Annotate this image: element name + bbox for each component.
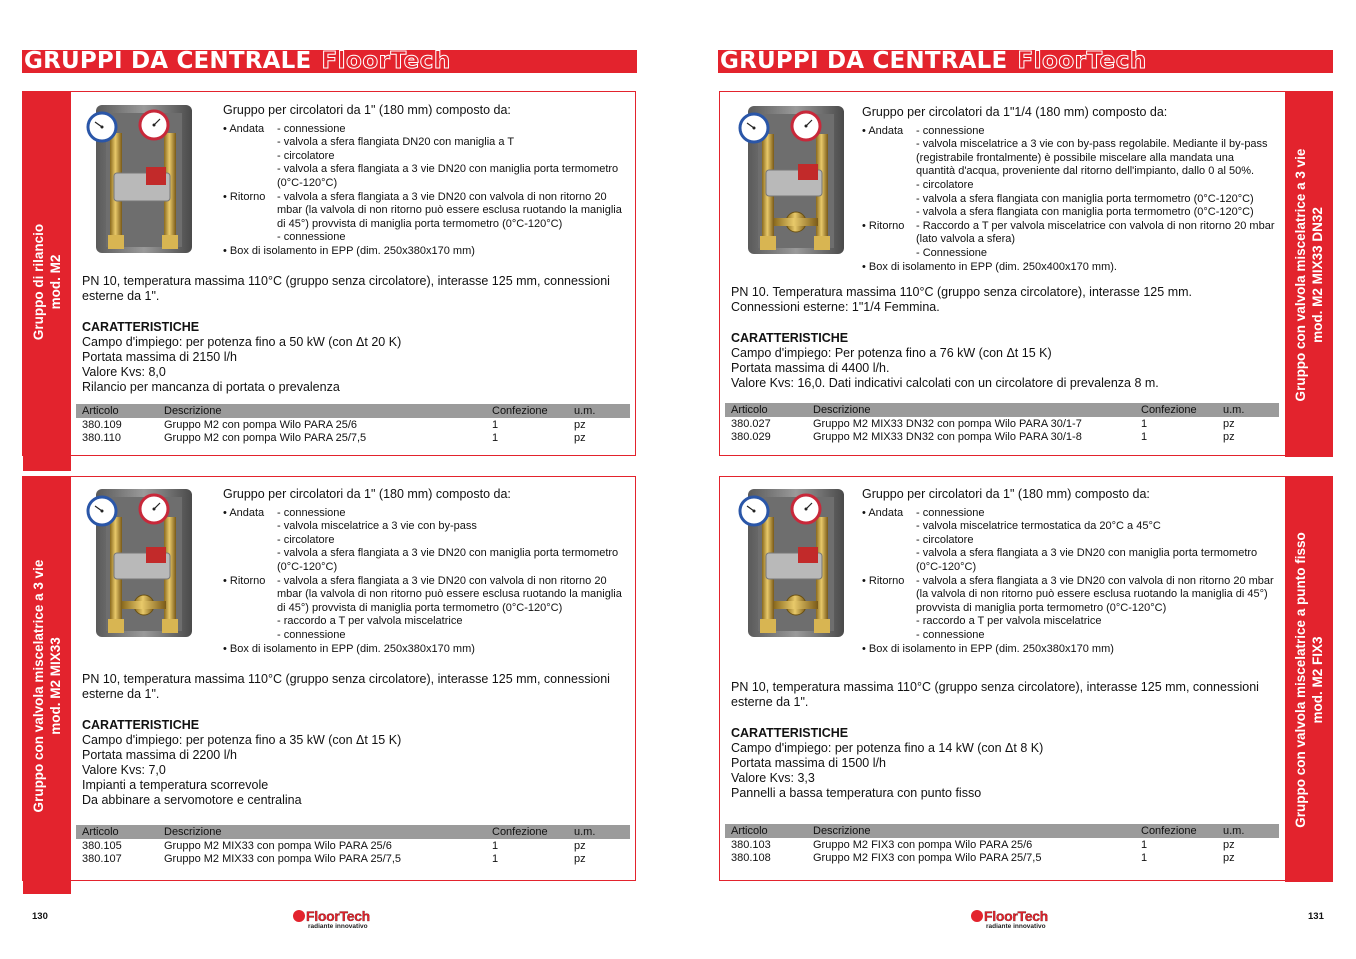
pn-text: PN 10. Temperatura massima 110°C (gruppo senza circolatore), interasse 125 mm. Connessioni esterne: 1"1/4 Femmina. [731, 285, 1192, 314]
cell-um: pz [574, 419, 586, 431]
product-specs [82, 274, 630, 395]
product-specs [731, 285, 1279, 391]
col-confezione: Confezione [1141, 404, 1197, 416]
andata-label: • Andata [862, 507, 916, 575]
cell-qty: 1 [1141, 418, 1148, 430]
table-row [76, 852, 630, 865]
cell-desc: Gruppo M2 MIX33 con pompa Wilo PARA 25/6 [164, 840, 392, 852]
cell-desc: Gruppo M2 MIX33 DN32 con pompa Wilo PARA 30/1-8 [813, 431, 1082, 443]
col-confezione: Confezione [1141, 825, 1197, 837]
col-um: u.m. [1223, 825, 1245, 837]
product-image [84, 487, 202, 639]
andata-item: - valvola a sfera flangiata DN20 con maniglia a T [277, 136, 515, 149]
characteristics-title: CARATTERISTICHE [731, 726, 849, 740]
table-row [725, 851, 1279, 864]
cell-um: pz [574, 853, 586, 865]
andata-item: - valvola miscelatrice a 3 vie con by-pass [277, 520, 477, 533]
characteristic: Impianti a temperatura scorrevole [82, 778, 269, 792]
product-image [736, 487, 854, 639]
cell-qty: 1 [492, 853, 499, 865]
table-row [76, 418, 630, 431]
description-heading: Gruppo per circolatori da 1" (180 mm) composto da: [862, 487, 1150, 501]
characteristics-title: CARATTERISTICHE [82, 718, 200, 732]
product-side-title [23, 477, 71, 894]
characteristic: Valore Kvs: 16,0. Dati indicativi calcolati con un circolatore di prevalenza 8 m. [731, 376, 1159, 390]
header-title: GRUPPI DA CENTRALE [24, 48, 312, 74]
cell-qty: 1 [1141, 852, 1148, 864]
cell-code: 380.107 [82, 853, 122, 865]
ritorno-item: - connessione [916, 628, 985, 641]
side-title-model: mod. M2 MIX33 [48, 636, 63, 735]
logo-name: FloorTech [984, 908, 1048, 924]
andata-item: - connessione [277, 506, 346, 519]
col-descrizione: Descrizione [164, 826, 222, 838]
characteristic: Portata massima di 2200 l/h [82, 748, 237, 762]
characteristic: Campo d'impiego: Per potenza fino a 76 kW (con Δt 15 K) [731, 346, 1052, 360]
andata-item: - connessione [277, 122, 346, 135]
product-description [862, 488, 1276, 656]
header-banner [718, 50, 1333, 73]
ritorno-item: - Raccordo a T per valvola miscelatrice con valvola di non ritorno 20 mbar (lato valvola a sfera) [916, 219, 1275, 246]
andata-item: - valvola miscelatrice termostatica da 20°C a 45°C [916, 520, 1161, 533]
cell-code: 380.027 [731, 418, 771, 430]
characteristics-title: CARATTERISTICHE [731, 331, 849, 345]
header-banner [22, 50, 637, 73]
col-articolo: Articolo [82, 826, 119, 838]
cell-desc: Gruppo M2 FIX3 con pompa Wilo PARA 25/6 [813, 839, 1033, 851]
cell-qty: 1 [1141, 431, 1148, 443]
cell-qty: 1 [492, 419, 499, 431]
cell-desc: Gruppo M2 con pompa Wilo PARA 25/6 [164, 419, 358, 431]
side-title-model: mod. M2 MIX33 DN32 [1310, 206, 1325, 343]
cell-desc: Gruppo M2 con pompa Wilo PARA 25/7,5 [164, 432, 367, 444]
andata-item: - valvola a sfera flangiata con maniglia porta termometro (0°C-120°C) [916, 206, 1254, 219]
side-title-model: mod. M2 [48, 254, 63, 309]
col-descrizione: Descrizione [164, 405, 222, 417]
col-confezione: Confezione [492, 405, 548, 417]
table-row [725, 417, 1279, 430]
characteristic: Rilancio per mancanza di portata o prevalenza [82, 380, 340, 394]
andata-item: - valvola a sfera flangiata a 3 vie DN20 con maniglia porta termometro (0°C-120°C) [277, 547, 619, 573]
ritorno-item: - connessione [277, 628, 346, 641]
andata-item: - circolatore [916, 178, 974, 191]
table-row [725, 838, 1279, 851]
cell-desc: Gruppo M2 MIX33 con pompa Wilo PARA 25/7,5 [164, 853, 402, 865]
header-title: GRUPPI DA CENTRALE [720, 48, 1008, 74]
logo-ball-icon [293, 910, 305, 922]
product-side-title [1285, 92, 1333, 457]
table-header [725, 824, 1279, 838]
characteristic: Campo d'impiego: per potenza fino a 50 kW (con Δt 20 K) [82, 335, 402, 349]
andata-item: - circolatore [277, 533, 335, 546]
characteristics-title: CARATTERISTICHE [82, 320, 200, 334]
characteristic: Portata massima di 1500 l/h [731, 756, 886, 770]
table-row [725, 430, 1279, 443]
product-specs [731, 680, 1279, 801]
description-heading: Gruppo per circolatori da 1" (180 mm) composto da: [223, 103, 511, 117]
characteristic: Da abbinare a servomotore e centralina [82, 793, 302, 807]
andata-item: - valvola a sfera flangiata a 3 vie DN20 con maniglia porta termometro (0°C-120°C) [277, 163, 619, 189]
ritorno-label: • Ritorno [862, 220, 916, 261]
cell-um: pz [574, 840, 586, 852]
ritorno-item: - valvola a sfera flangiata a 3 vie DN20 con valvola di non ritorno 20 mbar (la valvola di non ritorno può essere esclusa ruotando la maniglia di 45°) provvista di maniglia porta termometro (0°C-120°C) [277, 190, 622, 230]
cell-qty: 1 [492, 432, 499, 444]
col-descrizione: Descrizione [813, 825, 871, 837]
andata-label: • Andata [223, 123, 277, 191]
cell-um: pz [1223, 839, 1235, 851]
characteristic: Pannelli a bassa temperatura con punto fisso [731, 786, 982, 800]
side-title-line: Gruppo di rilancio [31, 223, 46, 340]
ritorno-item: - valvola a sfera flangiata a 3 vie DN20 con valvola di non ritorno 20 mbar (la valvola di non ritorno può essere esclusa ruotando la maniglia di 45°) provvista di maniglia porta termometro (0°C-120°C) [277, 574, 622, 614]
footer-logo [293, 908, 385, 932]
col-um: u.m. [574, 826, 596, 838]
ritorno-item: - valvola a sfera flangiata a 3 vie DN20 con valvola di non ritorno 20 mbar (la valvola di non ritorno può essere esclusa ruotando la maniglia di 45°) provvista di maniglia porta termometro (0°C-120°C) [916, 574, 1274, 614]
footer-logo [971, 908, 1063, 932]
characteristic: Valore Kvs: 3,3 [731, 771, 815, 785]
header-brand: FloorTech [1017, 48, 1147, 74]
product-description [862, 106, 1276, 274]
andata-item: - connessione [916, 506, 985, 519]
side-title-model: mod. M2 FIX3 [1310, 635, 1325, 724]
characteristic: Valore Kvs: 8,0 [82, 365, 166, 379]
table-header [725, 403, 1279, 417]
product-image [736, 104, 854, 256]
product-specs [82, 672, 630, 808]
cell-um: pz [1223, 418, 1235, 430]
box-info: • Box di isolamento in EPP (dim. 250x380x170 mm) [862, 643, 1276, 657]
cell-qty: 1 [1141, 839, 1148, 851]
cell-code: 380.103 [731, 839, 771, 851]
col-descrizione: Descrizione [813, 404, 871, 416]
col-um: u.m. [1223, 404, 1245, 416]
logo-tagline: radiante innovativo [986, 923, 1046, 930]
cell-code: 380.109 [82, 419, 122, 431]
logo-name: FloorTech [306, 908, 370, 924]
page-number: 131 [1308, 911, 1324, 922]
side-title-line: Gruppo con valvola miscelatrice a punto fisso [1293, 531, 1308, 828]
andata-item: - circolatore [277, 149, 335, 162]
table-row [76, 839, 630, 852]
col-confezione: Confezione [492, 826, 548, 838]
cell-um: pz [1223, 431, 1235, 443]
header-brand: FloorTech [321, 48, 451, 74]
page-right [678, 0, 1356, 959]
cell-code: 380.029 [731, 431, 771, 443]
product-description [223, 488, 627, 656]
product-image [84, 103, 202, 255]
characteristic: Portata massima di 4400 l/h. [731, 361, 890, 375]
product-side-title [23, 92, 71, 471]
cell-desc: Gruppo M2 MIX33 DN32 con pompa Wilo PARA 30/1-7 [813, 418, 1082, 430]
characteristic: Valore Kvs: 7,0 [82, 763, 166, 777]
cell-um: pz [574, 432, 586, 444]
article-table [76, 825, 630, 865]
table-header [76, 404, 630, 418]
pn-text: PN 10, temperatura massima 110°C (gruppo senza circolatore), interasse 125 mm, connessioni esterne da 1". [731, 680, 1259, 709]
box-info: • Box di isolamento in EPP (dim. 250x380x170 mm) [223, 245, 627, 259]
andata-item: - valvola a sfera flangiata con maniglia porta termometro (0°C-120°C) [916, 192, 1254, 205]
product-side-title [1285, 477, 1333, 882]
ritorno-item: - raccordo a T per valvola miscelatrice [277, 615, 463, 628]
side-title-line: Gruppo con valvola miscelatrice a 3 vie [1293, 148, 1308, 401]
box-info: • Box di isolamento in EPP (dim. 250x400x170 mm). [862, 261, 1276, 275]
ritorno-item: - connessione [277, 231, 346, 244]
ritorno-label: • Ritorno [223, 191, 277, 245]
andata-label: • Andata [223, 507, 277, 575]
ritorno-item: - Connessione [916, 246, 987, 259]
pn-text: PN 10, temperatura massima 110°C (gruppo senza circolatore), interasse 125 mm, connessioni esterne da 1". [82, 672, 610, 701]
product-description [223, 104, 627, 259]
ritorno-item: - raccordo a T per valvola miscelatrice [916, 615, 1102, 628]
characteristic: Campo d'impiego: per potenza fino a 14 kW (con Δt 8 K) [731, 741, 1044, 755]
logo-ball-icon [971, 910, 983, 922]
article-table [76, 404, 630, 444]
ritorno-label: • Ritorno [223, 575, 277, 643]
characteristic: Portata massima di 2150 l/h [82, 350, 237, 364]
cell-desc: Gruppo M2 FIX3 con pompa Wilo PARA 25/7,5 [813, 852, 1042, 864]
description-heading: Gruppo per circolatori da 1" (180 mm) composto da: [223, 487, 511, 501]
box-info: • Box di isolamento in EPP (dim. 250x380x170 mm) [223, 643, 627, 657]
table-row [76, 431, 630, 444]
andata-item: - connessione [916, 124, 985, 137]
logo-tagline: radiante innovativo [308, 923, 368, 930]
table-header [76, 825, 630, 839]
andata-item: - valvola a sfera flangiata a 3 vie DN20 con maniglia porta termometro (0°C-120°C) [916, 547, 1258, 573]
cell-code: 380.110 [82, 432, 121, 444]
cell-code: 380.108 [731, 852, 771, 864]
side-title-line: Gruppo con valvola miscelatrice a 3 vie [31, 559, 46, 812]
andata-item: - circolatore [916, 533, 974, 546]
characteristic: Campo d'impiego: per potenza fino a 35 kW (con Δt 15 K) [82, 733, 402, 747]
col-articolo: Articolo [731, 825, 768, 837]
pn-text: PN 10, temperatura massima 110°C (gruppo senza circolatore), interasse 125 mm, connessioni esterne da 1". [82, 274, 610, 303]
col-articolo: Articolo [731, 404, 768, 416]
cell-qty: 1 [492, 840, 499, 852]
article-table [725, 824, 1279, 864]
andata-item: - valvola miscelatrice a 3 vie con by-pass regolabile. Mediante il by-pass (registrabile frontalmente) è possibile miscelare alla mandata una quantità d'acqua, proveniente dal ritorno dell'impianto, dallo 0 al 50%. [916, 138, 1268, 178]
description-heading: Gruppo per circolatori da 1"1/4 (180 mm) composto da: [862, 105, 1168, 119]
ritorno-label: • Ritorno [862, 575, 916, 643]
col-articolo: Articolo [82, 405, 119, 417]
cell-um: pz [1223, 852, 1235, 864]
andata-label: • Andata [862, 125, 916, 220]
article-table [725, 403, 1279, 443]
cell-code: 380.105 [82, 840, 122, 852]
col-um: u.m. [574, 405, 596, 417]
page-number: 130 [32, 911, 48, 922]
